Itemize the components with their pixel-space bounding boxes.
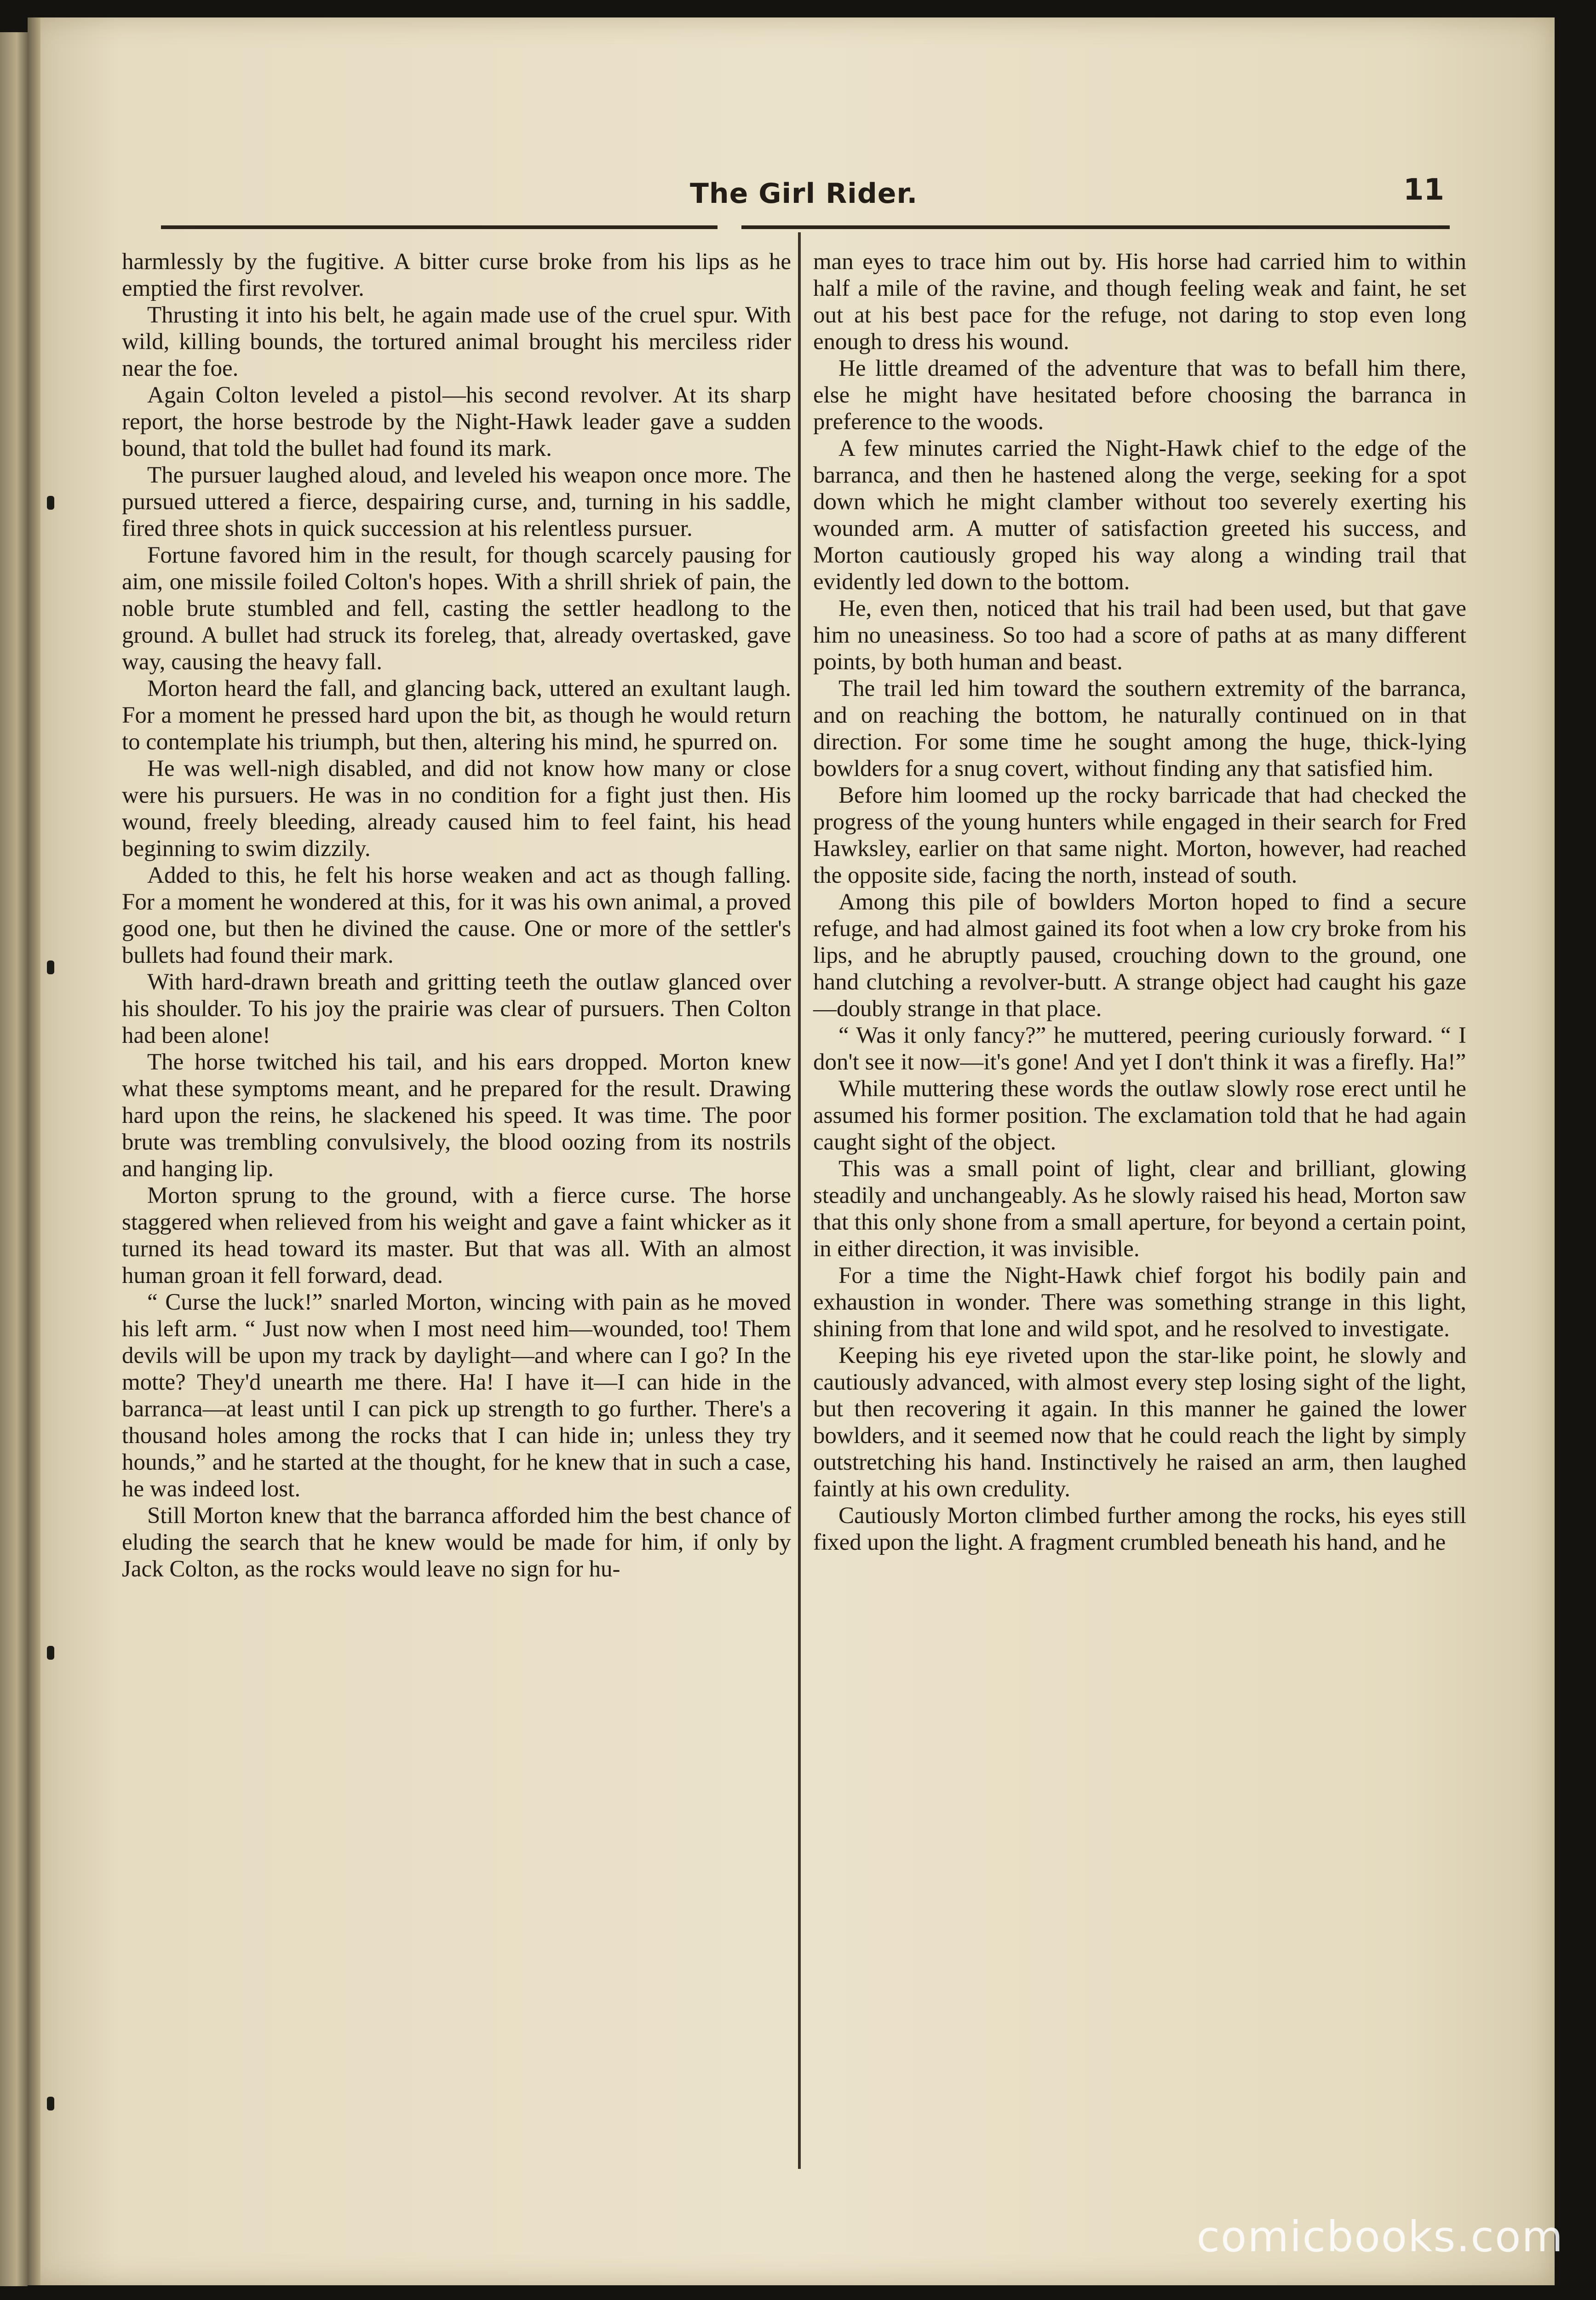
paragraph: He little dreamed of the adventure that was to befall him there, else he might have hesitated before choosing the barranca in preference to the woods. [813, 356, 1466, 435]
paragraph: harmlessly by the fugitive. A bitter curse broke from his lips as he emptied the first revolver. [122, 249, 791, 301]
paragraph: While muttering these words the outlaw slowly rose erect until he assumed his former position. The exclamation told that he had again caught sight of the object. [813, 1076, 1466, 1155]
paragraph: The trail led him toward the southern extremity of the barranca, and on reaching the bottom, he naturally continued on in that direction. For some time he sought among the huge, thick-lying bowlders for a snug covert, without finding any that satisfied him. [813, 676, 1466, 782]
paragraph: Added to this, he felt his horse weaken and act as though falling. For a moment he wondered at this, for it was his own animal, a proved good one, but then he divined the cause. One or more of the settler's bullets had found their mark. [122, 862, 791, 968]
paragraph: “ Curse the luck!” snarled Morton, wincing with pain as he moved his left arm. “ Just now when I most need him—wounded, too! Them devils will be upon my track by daylight—and where can I go? In the motte? They'd unearth me there. Ha! I have it—I can hide in the barranca—at least until I can pick up strength to go further. There's a thousand holes among the rocks that I can hide in; unless they try hounds,” and he started at the thought, for he knew that in such a case, he was indeed lost. [122, 1289, 791, 1502]
paragraph: The pursuer laughed aloud, and leveled his weapon once more. The pursued uttered a fierce, despairing curse, and, turning in his saddle, fired three shots in quick succession at his relentless pursuer. [122, 462, 791, 541]
paragraph: Fortune favored him in the result, for though scarcely pausing for aim, one missile foiled Colton's hopes. With a shrill shriek of pain, the noble brute stumbled and fell, casting the settler headlong to the ground. A bullet had struck its foreleg, that, already overtasked, gave way, causing the heavy fall. [122, 542, 791, 675]
page-header [161, 160, 1453, 234]
paragraph: “ Was it only fancy?” he muttered, peering curiously forward. “ I don't see it now—it's gone! And yet I don't think it was a firefly. Ha!” [813, 1023, 1466, 1075]
paragraph: He was well-nigh disabled, and did not know how many or close were his pursuers. He was in no condition for a fight just then. His wound, freely bleeding, already caused him to feel faint, his head beginning to swim dizzily. [122, 756, 791, 862]
paragraph: This was a small point of light, clear and brilliant, glowing steadily and unchangeably. As he slowly raised his head, Morton saw that this only shone from a small aperture, for beyond a certain point, in either direction, it was invisible. [813, 1156, 1466, 1262]
header-rule-left [161, 225, 718, 229]
paragraph: Cautiously Morton climbed further among the rocks, his eyes still fixed upon the light. A fragment crumbled beneath his hand, and he [813, 1503, 1466, 1555]
binding-hole [47, 1646, 54, 1660]
binding-hole [47, 960, 54, 974]
paragraph: Keeping his eye riveted upon the star-like point, he slowly and cautiously advanced, with almost every step losing sight of the light, but then recovering it again. In this manner he gained the lower bowlders, and it seemed now that he could reach the light by simply outstretching his hand. Instinctively he raised an arm, then laughed faintly at his own credulity. [813, 1343, 1466, 1502]
paragraph: Morton heard the fall, and glancing back, uttered an exultant laugh. For a moment he pressed hard upon the bit, as though he would return to contemplate his triumph, but then, altering his mind, he spurred on. [122, 676, 791, 755]
text-column-right [813, 248, 1466, 1556]
paragraph: Morton sprung to the ground, with a fierce curse. The horse staggered when relieved from his weight and gave a faint whicker as it turned its head toward its master. But that was all. With an almost human groan it fell forward, dead. [122, 1183, 791, 1288]
paragraph: Among this pile of bowlders Morton hoped to find a secure refuge, and had almost gained its foot when a low cry broke from his lips, and he abruptly paused, crouching down to the ground, one hand clutching a revolver-butt. A strange object had caught his gaze—doubly strange in that place. [813, 889, 1466, 1022]
site-watermark: comicbooks.com [1196, 2212, 1564, 2261]
paragraph: Again Colton leveled a pistol—his second revolver. At its sharp report, the horse bestrode by the Night-Hawk leader gave a sudden bound, that told the bullet had found its mark. [122, 382, 791, 461]
paragraph: Thrusting it into his belt, he again made use of the cruel spur. With wild, killing bounds, the tortured animal brought his merciless rider near the foe. [122, 302, 791, 381]
paragraph: Still Morton knew that the barranca afforded him the best chance of eluding the search that he knew would be made for him, if only by Jack Colton, as the rocks would leave no sign for hu- [122, 1503, 791, 1582]
binding-hole [47, 496, 54, 510]
text-column-left [122, 248, 791, 1582]
running-title: The Girl Rider. [690, 178, 918, 210]
binding-hole [47, 2097, 54, 2110]
paragraph: man eyes to trace him out by. His horse had carried him to within half a mile of the ravine, and though feeling weak and faint, he set out at his best pace for the refuge, not daring to stop even long enough to dress his wound. [813, 249, 1466, 355]
paragraph: Before him loomed up the rocky barricade that had checked the progress of the young hunters while engaged in their search for Fred Hawksley, earlier on that same night. Morton, however, had reached the opposite side, facing the north, instead of south. [813, 782, 1466, 888]
page-spine-shadow [28, 17, 40, 2285]
paragraph: For a time the Night-Hawk chief forgot his bodily pain and exhaustion in wonder. There was something strange in this light, shining from that lone and wild spot, and he resolved to investigate. [813, 1263, 1466, 1342]
paragraph: He, even then, noticed that his trail had been used, but that gave him no uneasiness. So too had a score of paths at as many different points, by both human and beast. [813, 596, 1466, 675]
page-number: 11 [1403, 173, 1444, 207]
paragraph: A few minutes carried the Night-Hawk chief to the edge of the barranca, and then he hastened along the verge, seeking for a spot down which he might clamber without too severely exerting his wounded arm. A mutter of satisfaction greeted his success, and Morton cautiously groped his way along a winding trail that evidently led down to the bottom. [813, 436, 1466, 595]
paragraph: The horse twitched his tail, and his ears dropped. Morton knew what these symptoms meant, and he prepared for the result. Drawing hard upon the reins, he slackened his speed. It was time. The poor brute was trembling convulsively, the blood oozing from its nostrils and hanging lip. [122, 1049, 791, 1182]
previous-page-edge [0, 32, 28, 2286]
paragraph: With hard-drawn breath and gritting teeth the outlaw glanced over his shoulder. To his joy the prairie was clear of pursuers. Then Colton had been alone! [122, 969, 791, 1048]
header-rule-right [741, 225, 1450, 229]
column-divider [798, 232, 801, 2169]
